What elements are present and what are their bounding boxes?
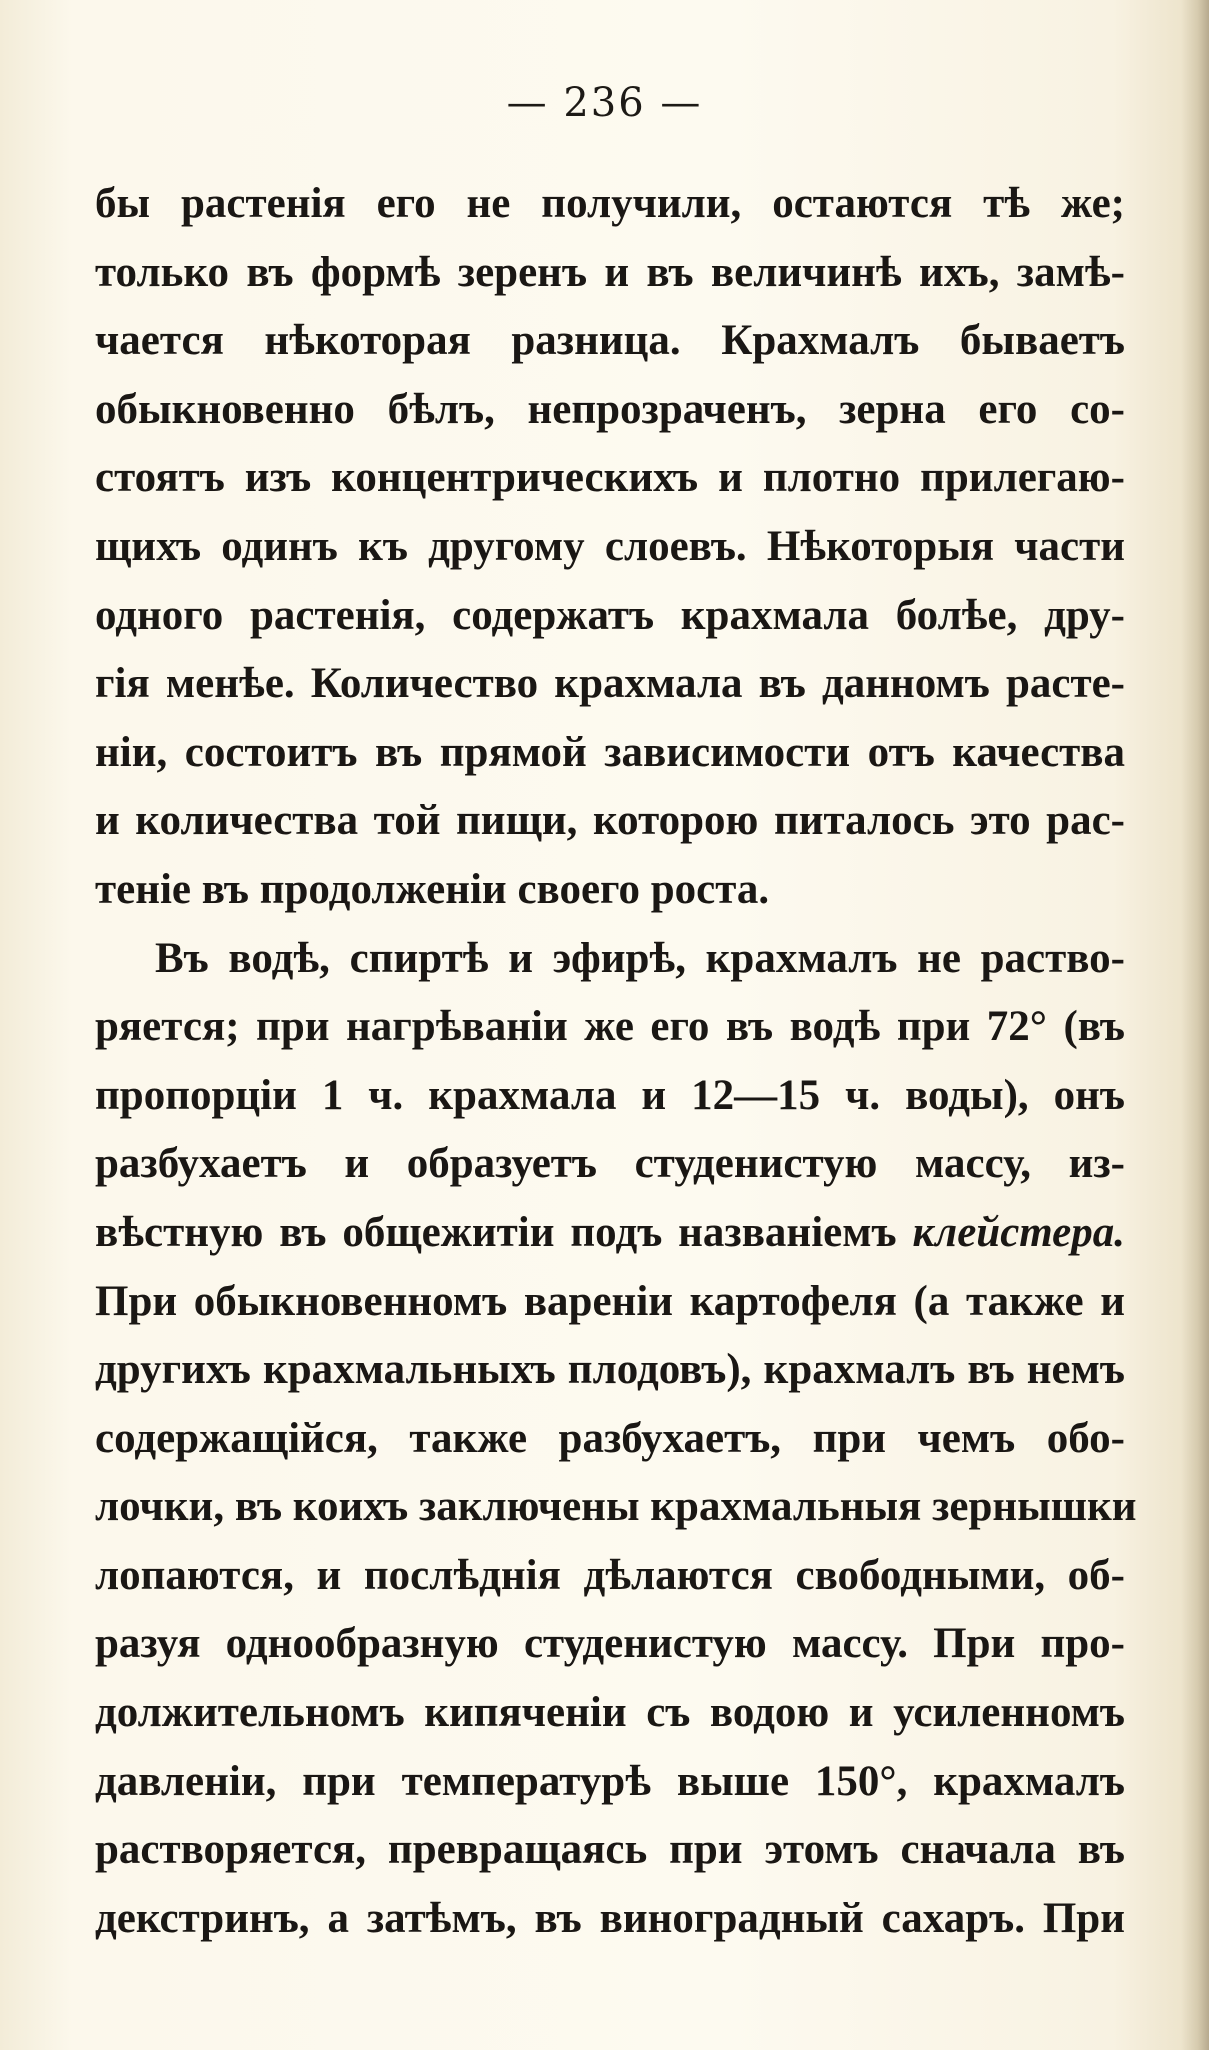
text-line: При обыкновенномъ вареніи картофеля (а также и	[95, 1277, 1125, 1325]
text-line: пропорціи 1 ч. крахмала и 12—15 ч. воды), онъ	[95, 1071, 1125, 1119]
text-line: одного растенія, содержатъ крахмала болѣе, дру-	[95, 591, 1125, 639]
text-line: декстринъ, а затѣмъ, въ виноградный сахаръ. При	[95, 1894, 1125, 1942]
text-line: содержащійся, также разбухаетъ, при чемъ обо-	[95, 1414, 1125, 1462]
text-line: должительномъ кипяченіи съ водою и усиленномъ	[95, 1689, 1125, 1737]
text-line: бы растенія его не получили, остаются тѣ же;	[95, 180, 1125, 227]
text-line: лочки, въ коихъ заключены крахмальныя зернышки	[95, 1483, 1137, 1531]
text-line: чается нѣкоторая разница. Крахмалъ бываетъ	[95, 317, 1125, 365]
text-line: гія менѣе. Количество крахмала въ данномъ расте-	[95, 660, 1125, 708]
text-line: щихъ одинъ къ другому слоевъ. Нѣкоторыя части	[95, 522, 1125, 570]
text-line-with-italic	[95, 1199, 1125, 1268]
text-line: растворяется, превращаясь при этомъ сначала въ	[95, 1826, 1125, 1874]
italic-term: клейстера.	[912, 1208, 1125, 1256]
text-segment: вѣстную въ общежитіи подъ названіемъ	[95, 1208, 913, 1256]
text-line: лопаются, и послѣднія дѣлаются свободными, об-	[95, 1551, 1125, 1599]
text-line: только въ формѣ зеренъ и въ величинѣ ихъ, замѣ-	[95, 248, 1125, 296]
text-line: обыкновенно бѣлъ, непрозраченъ, зерна его со-	[95, 385, 1125, 433]
text-line: Въ водѣ, спиртѣ и эфирѣ, крахмалъ не раство-	[155, 934, 1125, 982]
page-spine-shadow	[1181, 0, 1209, 2050]
text-line: разбухаетъ и образуетъ студенистую массу, из-	[95, 1140, 1125, 1188]
body-text	[95, 170, 1137, 1953]
text-line: ніи, состоитъ въ прямой зависимости отъ качества	[95, 728, 1125, 776]
text-line: теніе въ продолженіи своего роста.	[95, 865, 770, 913]
text-line: другихъ крахмальныхъ плодовъ), крахмалъ въ немъ	[95, 1346, 1125, 1394]
text-line: стоятъ изъ концентрическихъ и плотно прилегаю-	[95, 454, 1125, 502]
text-line: давленіи, при температурѣ выше 150°, крахмалъ	[95, 1757, 1125, 1805]
text-line: ряется; при нагрѣваніи же его въ водѣ при 72° (въ	[95, 1003, 1125, 1051]
text-line: и количества той пищи, которою питалось это рас-	[95, 797, 1125, 845]
text-line: разуя однообразную студенистую массу. При про-	[95, 1620, 1125, 1668]
page-number: — 236 —	[506, 80, 703, 126]
